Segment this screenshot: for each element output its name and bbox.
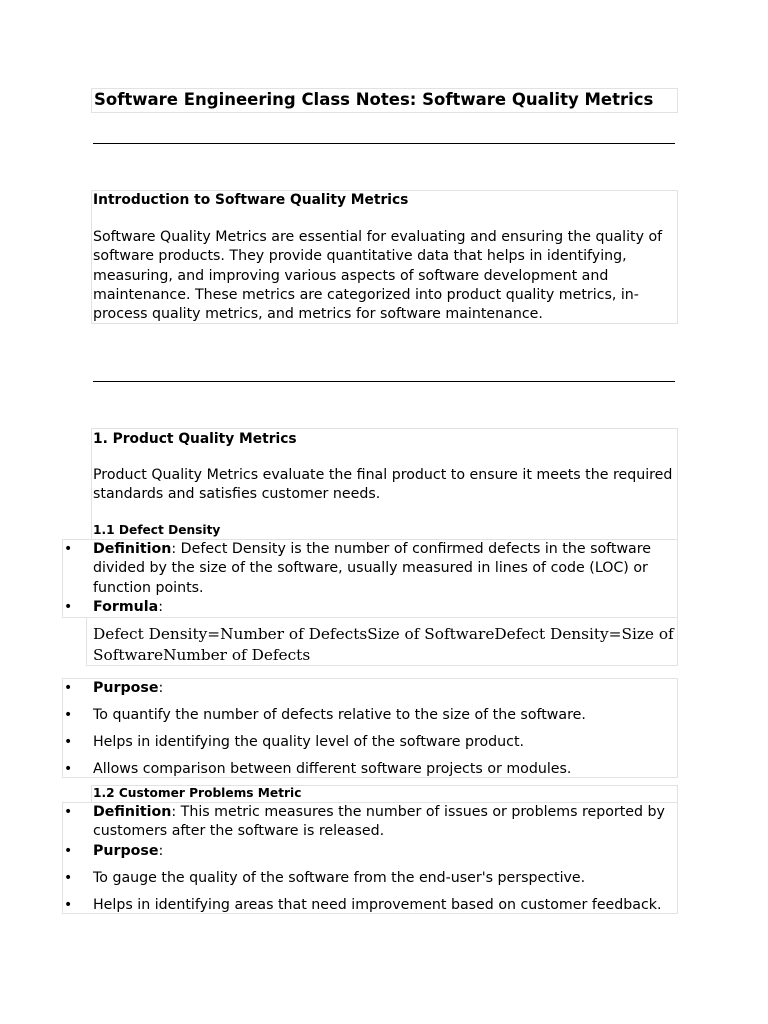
formula-colon: :	[158, 599, 163, 615]
customer-problems-purpose	[93, 842, 671, 861]
definition-text: : Defect Density is the number of confirmed defects in the software divided by the size of the software, usually measured in lines of code (LOC) or function points.	[93, 541, 652, 596]
defect-density-purpose	[93, 679, 671, 698]
purpose-item: To gauge the quality of the software from the end-user's perspective.	[93, 870, 586, 886]
definition-label: Definition	[93, 804, 172, 820]
purpose-colon: :	[158, 843, 164, 859]
product-paragraph: Product Quality Metrics evaluate the final product to ensure it meets the required standards and satisfies customer needs.	[93, 467, 673, 503]
bullet-icon: •	[64, 599, 73, 615]
formula-text: Defect Density=Number of DefectsSize of SoftwareDefect Density=Size of SoftwareNumber of Defects	[93, 625, 674, 664]
bullet-icon: •	[64, 680, 73, 696]
page-title: Software Engineering Class Notes: Software Quality Metrics	[94, 90, 654, 109]
definition-text: : This metric measures the number of issues or problems reported by customers after the software is released.	[93, 804, 665, 840]
purpose-label: Purpose	[93, 843, 159, 859]
intro-heading: Introduction to Software Quality Metrics	[93, 192, 409, 208]
purpose-label: Purpose	[93, 680, 159, 696]
bullet-icon: •	[64, 761, 73, 777]
customer-problems-definition	[93, 803, 671, 842]
purpose-item: Allows comparison between different software projects or modules.	[93, 761, 572, 777]
formula-label: Formula	[93, 599, 159, 615]
intro-paragraph: Software Quality Metrics are essential for evaluating and ensuring the quality of software products. They provide quantitative data that helps in identifying, measuring, and improving various aspects of software development and maintenance. These metrics are categorized into product quality metrics, in-process quality metrics, and metrics for software maintenance.	[93, 229, 663, 323]
divider	[93, 143, 675, 144]
title-box	[91, 88, 678, 113]
bullet-icon: •	[64, 541, 73, 557]
bullet-icon: •	[64, 734, 73, 750]
bullet-icon: •	[64, 804, 73, 820]
definition-label: Definition	[93, 541, 172, 557]
bullet-icon: •	[64, 897, 73, 913]
defect-density-definition	[93, 540, 671, 598]
purpose-item: To quantify the number of defects relative to the size of the software.	[93, 707, 586, 723]
defect-density-formula-item	[93, 598, 671, 617]
bullet-icon: •	[64, 870, 73, 886]
defect-density-heading: 1.1 Defect Density	[93, 523, 221, 537]
customer-problems-heading: 1.2 Customer Problems Metric	[93, 786, 302, 800]
product-heading: 1. Product Quality Metrics	[93, 431, 297, 447]
bullet-icon: •	[64, 843, 73, 859]
purpose-colon: :	[158, 680, 164, 696]
bullet-icon: •	[64, 707, 73, 723]
purpose-item: Helps in identifying the quality level of the software product.	[93, 734, 525, 750]
divider	[93, 381, 675, 382]
purpose-item: Helps in identifying areas that need improvement based on customer feedback.	[93, 897, 662, 913]
